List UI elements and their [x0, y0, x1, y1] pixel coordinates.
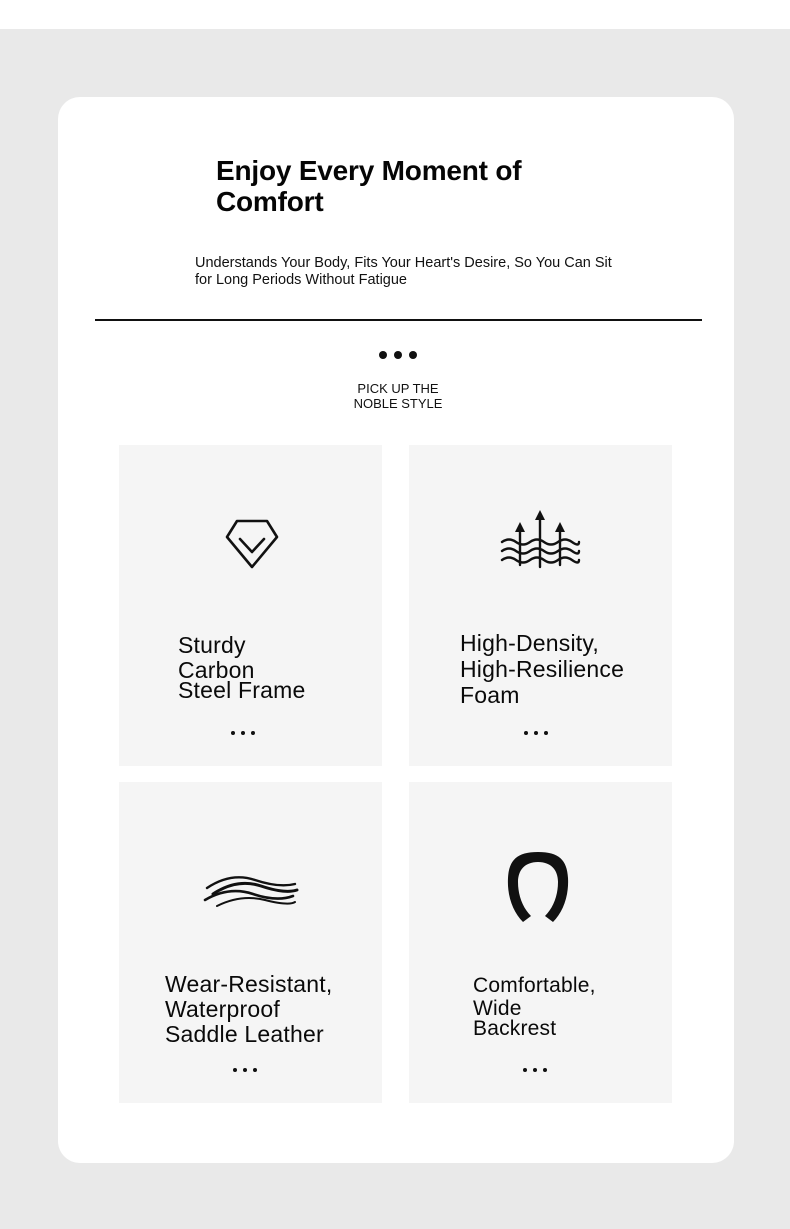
- feature-label: Comfortable, Wide Backrest: [473, 974, 596, 1040]
- feature-tile-foam: [409, 445, 672, 766]
- top-strip: [0, 0, 790, 29]
- tagline: [308, 381, 488, 411]
- feature-label: Wear-Resistant, Waterproof Saddle Leather: [165, 971, 333, 1047]
- ellipsis-icon: [524, 731, 548, 735]
- backrest-icon: [505, 850, 571, 924]
- diamond-icon: [223, 517, 281, 573]
- feature-tile-frame: [119, 445, 382, 766]
- ellipsis-icon: [231, 731, 255, 735]
- feature-label: High-Density, High-Resilience Foam: [460, 630, 625, 708]
- feature-tile-backrest: [409, 782, 672, 1103]
- ellipsis-icon: [379, 351, 419, 361]
- ellipsis-icon: [233, 1068, 257, 1072]
- feature-label: Sturdy Carbon Steel Frame: [178, 632, 306, 703]
- tagline-line-2: NOBLE STYLE: [353, 396, 443, 411]
- feature-card: [58, 97, 734, 1163]
- tagline-line-1: PICK UP THE: [357, 381, 439, 396]
- feature-tile-leather: [119, 782, 382, 1103]
- leather-waves-icon: [203, 868, 299, 914]
- ellipsis-icon: [523, 1068, 547, 1072]
- foam-arrows-icon: [499, 509, 581, 571]
- page-subtitle: Understands Your Body, Fits Your Heart's Desire, So You Can Sit for Long Periods Without Fatigue: [195, 255, 612, 288]
- divider: [95, 319, 702, 321]
- page-title: Enjoy Every Moment of Comfort: [216, 155, 522, 217]
